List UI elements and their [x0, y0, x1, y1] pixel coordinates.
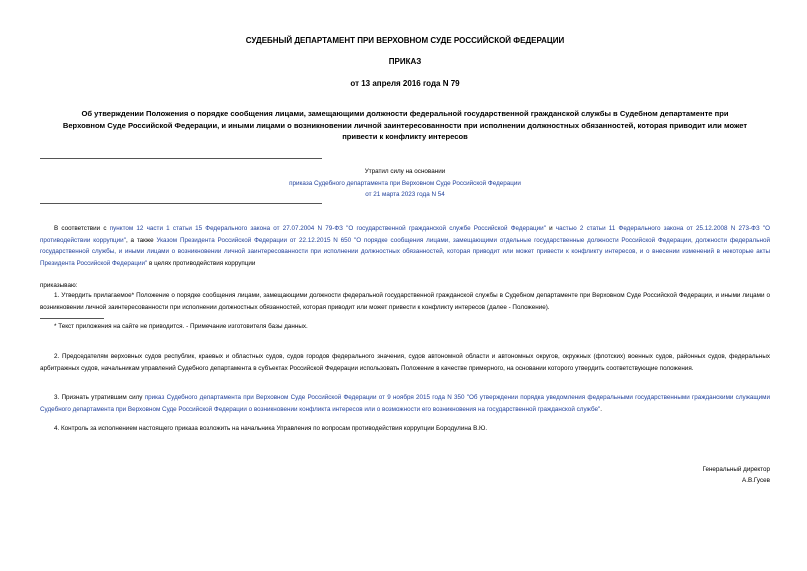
doc-type-heading: ПРИКАЗ: [388, 57, 422, 66]
order-350-link[interactable]: приказ Судебного департамента при Верховном Суде Российской Федерации от 9 ноября 2015 года N 350 "Об утверждении порядка уведомления федеральными государственными гражданскими служащими Судебного департамента при Верховном Суде Российской Федерации о возникновении конфликта интересов или о возможности его возникновения на государственной гражданской службе": [40, 394, 770, 413]
preamble-text-2: и: [545, 225, 556, 232]
item-4-paragraph: 4. Контроль за исполнением настоящего приказа возложить на начальника Управления по вопросам противодействия коррупции Бородулина В.Ю.: [54, 425, 488, 432]
preamble-text-1: В соответствии с: [54, 225, 110, 232]
signatory-name: А.В.Гусев: [742, 476, 770, 484]
separator-line-top: [40, 158, 322, 159]
law-79-fz-link[interactable]: пунктом 12 части 1 статьи 15 Федерального закона от 27.07.2004 N 79-ФЗ "О государственной гражданской службе Российской Федерации": [109, 225, 546, 232]
preamble-text-3: , а также: [125, 236, 157, 244]
order-word: приказываю:: [40, 282, 78, 289]
item-1-paragraph: 1. Утвердить прилагаемое* Положение о порядке сообщения лицами, замещающими должности федеральной государственной гражданской службы в Судебном департаменте при Верховном Суде Российской Федерации, и иными лицами о возникновении личной заинтересованности при исполнении должностных обязанностей, которая приводит или может привести к конфликту интересов (далее - Положение).: [40, 292, 770, 311]
department-heading: СУДЕБНЫЙ ДЕПАРТАМЕНТ ПРИ ВЕРХОВНОМ СУДЕ РОССИЙСКОЙ ФЕДЕРАЦИИ: [245, 36, 565, 45]
repeal-order-link[interactable]: приказа Судебного департамента при Верховном Суде Российской Федерации: [289, 179, 521, 187]
repeal-order-date-link[interactable]: от 21 марта 2023 года N 54: [365, 191, 445, 199]
item-3-paragraph: [40, 392, 770, 415]
preamble-paragraph: [40, 223, 770, 269]
doc-date-number: от 13 апреля 2016 года N 79: [350, 79, 460, 88]
item-3-text-1: 3. Признать утратившим силу: [54, 394, 145, 401]
item-2-paragraph: 2. Председателям верховных судов республик, краевых и областных судов, судов городов федерального значения, судов автономной области и автономных округов, окружных (флотских) военных судов, районных судов, федеральных арбитражных судов, начальникам управлений Судебного департамента в субъектах Российской Федерации использовать Положение в качестве примерного, на основании которого утвердить соответствующие положения.: [40, 353, 770, 372]
signature-block: [702, 465, 770, 486]
preamble-text-4: в целях противодействия коррупции: [147, 259, 256, 267]
footnote-separator: [40, 318, 104, 319]
doc-title: Об утверждении Положения о порядке сообщения лицами, замещающими должности федеральной государственной гражданской службы в Судебном департаменте при Верховном Суде Российской Федерации, и иными лицами о возникновении личной заинтересованности при исполнении должностных обязанностей, которая приводит или может привести к конфликту интересов: [62, 109, 748, 141]
repeal-notice: [40, 166, 770, 201]
repeal-notice-text: Утратил силу на основании: [364, 168, 446, 175]
signatory-position: Генеральный директор: [702, 466, 770, 473]
decree-650-link[interactable]: Указом Президента Российской Федерации от 22.12.2015 N 650 "О порядке сообщения лицами, замещающими отдельные государственные должности Российской Федерации, должности федеральной государственной службы, и иными лицами о возникновении личной заинтересованности при исполнении должностных обязанностей, которая приводит или может привести к конфликту интересов, и о внесении изменений в некоторые акты Президента Российской Федерации": [40, 236, 770, 267]
footnote-text: * Текст приложения на сайте не приводится. - Примечание изготовителя базы данных.: [54, 323, 308, 330]
separator-line-bottom: [40, 203, 322, 204]
item-3-text-2: .: [600, 405, 602, 413]
law-273-fz-link[interactable]: частью 2 статьи 11 Федерального закона от 25.12.2008 N 273-ФЗ "О противодействии коррупции": [40, 225, 770, 244]
